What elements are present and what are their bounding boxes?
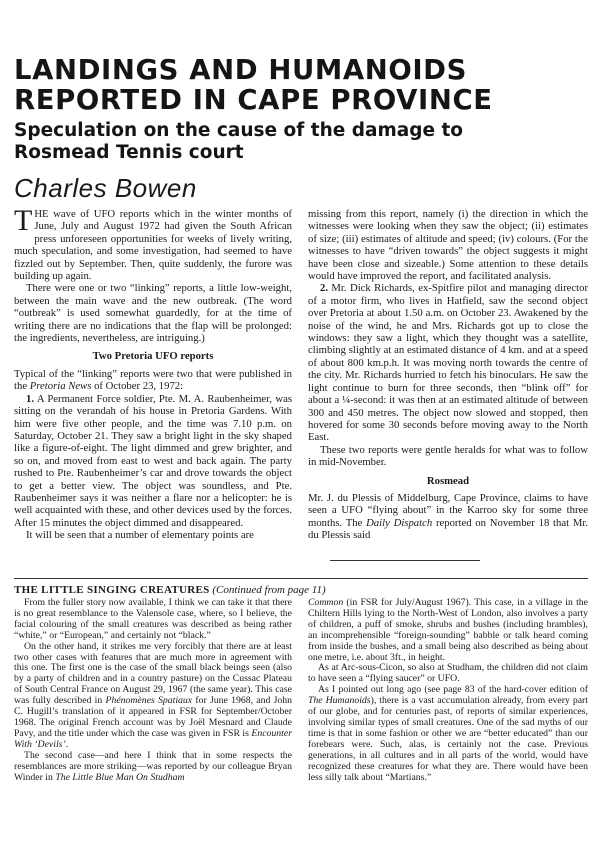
continuation-paragraph-2: On the other hand, it strikes me very forcibly that there are at least two other cases with features that are much more in agreement with this one. The first one is the case of the small black beings seen (also by a party of children and in a country pasture) on the Cussac Plateau of South Central France on August 29, 1967 (the same year). This case was fully described in Phénomènes Spatiaux for June 1968, and John C. Hugill’s translation of it appeared in FSR for September/October 1968. The original French account was by Joël Mesnard and Claude Pavy, and the title under which the case was given in FSR is Encounter With ‘Devils’. <box>14 640 292 750</box>
publication-name: Pretoria News <box>29 380 92 393</box>
article-subtitle <box>14 120 586 164</box>
continuation-paragraph-6: As I pointed out long ago (see page 83 of the hard-cover edition of The Humanoids), there is a vast accumulation already, from every part of our globe, and for centuries past, of reports of similar experiences, involving similar types of small creatures. One of the sad myths of our time is that in some fashion or other we are “better educated” than our forebears were. Such, alas, is certainly not the case. Previous generations, in all cultures and in all parts of the world, would have recognized these creatures for what they are. There would have been less silly talk about “Martians.” <box>308 684 588 783</box>
article-column-left <box>14 204 292 542</box>
continuation-title: THE LITTLE SINGING CREATURES <box>14 584 210 596</box>
section-heading-pretoria: Two Pretoria UFO reports <box>92 350 214 363</box>
section-divider <box>14 578 588 579</box>
paragraph-report-1: 1. A Permanent Force soldier, Pte. M. A. Raubenheimer, was sitting on the verandah of his house in Pretoria Gardens. With him were five other people, and the time was 7.10 p.m. on Saturday, October 21. They saw a bright light in the sky shaped like a figure-of-eight. The light dimmed and grew brighter, and so on, and moved from east to west and back again. The party rushed to Pte. Raubenheimer’s car and drove towards the object to get a better view. The object was soundless, and Pte. Raubenheimer says it was neither a flare nor a helicopter: he is well acquainted with these, and other devices used by the forces. After 15 minutes the object dimmed and disappeared. <box>14 392 292 529</box>
subtitle-line-2: Rosmead Tennis court <box>14 142 244 163</box>
paragraph-du-plessis: Mr. J. du Plessis of Middelburg, Cape Province, claims to have seen a UFO “flying about” in the Karroo sky for some three months. The Daily Dispatch reported on November 18 that Mr. du Plessis said <box>308 491 588 542</box>
paragraph-missing: missing from this report, namely (i) the direction in which the witnesses were looking when they saw the object; (ii) estimates of size; (iii) estimates of altitude and speed; (iv) colours. (For the witnesses to have “driven towards” the object suggests it might have been close and sizeable.) Some attention to these details would have improved the report, and facilitated analysis. <box>308 208 588 283</box>
newspaper-name: Daily Dispatch <box>366 516 433 529</box>
drop-cap: T <box>14 204 33 237</box>
article-title <box>14 55 586 115</box>
continuation-note: (Continued from page 11) <box>212 584 326 596</box>
paragraph-heralds: These two reports were gentle heralds for what was to follow in mid-November. <box>308 443 588 469</box>
continuation-column-right <box>308 598 588 783</box>
paragraph-linking: There were one or two “linking” reports, a little low-weight, between the main wave and the new outbreak. (The word “outbreak” is used somewhat guardedly, for at the time of writing there are no indications that the flap will be prolonged: the ingredients, nevertheless, are intriguing.) <box>14 282 292 345</box>
continuation-paragraph-3: The second case—and here I think that in some respects the resemblances are more striking—was reported by our colleague Bryan Winder in The Little Blue Man On Studham <box>14 749 292 783</box>
article-column-right <box>308 208 588 542</box>
author-byline: Charles Bowen <box>14 173 197 203</box>
paragraph-elementary: It will be seen that a number of elementary points are <box>26 529 254 542</box>
title-line-1: LANDINGS AND HUMANOIDS <box>14 54 467 86</box>
paragraph-typical: Typical of the “linking” reports were two that were published in the Pretoria News of October 23, 1972: <box>14 367 292 393</box>
continuation-paragraph-1: From the fuller story now available, I think we can take it that there is no great resemblance to the Valensole case, where, so I believe, the facial colouring of the small creatures was described as being rather “white,” or “European,” and certainly not “black.” <box>14 597 292 641</box>
continuation-paragraph-5: As at Arc-sous-Cicon, so also at Studham, the children did not claim to have seen a “flying saucer” or UFO. <box>308 662 588 685</box>
continuation-heading <box>14 584 588 597</box>
column-divider-short <box>330 560 480 561</box>
subtitle-line-1: Speculation on the cause of the damage to <box>14 120 463 141</box>
paragraph-intro: THE wave of UFO reports which in the winter months of June, July and August 1972 had given the South African press unforeseen opportunities for weeks of lively writing, much speculation, and some investigation, had seemed to have fizzled out by September. Then, quite suddenly, the furore was building up again. <box>14 204 292 283</box>
continuation-column-left <box>14 598 292 783</box>
section-heading-rosmead: Rosmead <box>426 474 470 487</box>
paragraph-report-2: 2. Mr. Dick Richards, ex-Spitfire pilot and managing director of a motor firm, who lives in Hatfield, saw the second object over Pretoria at about 1.50 a.m. on October 23. Awakened by the noise of the wind, he and Mrs. Richards got up to close the windows: they saw a light, which they thought was a satellite, climbing slightly at an estimated distance of 4 km. and at a speed of about 800 km.p.h. It was moving north towards the centre of the city. Mr. Richards hurried to fetch his binoculars. He saw the light continue to burn for three seconds, then “blink off” for about a ¼-second: it was then at an estimated altitude of between 300 and 450 metres. The object now slowed and stopped, then hovered for some 30 seconds before moving away to the North East. <box>308 282 588 444</box>
continuation-paragraph-4: Common (in FSR for July/August 1967). This case, in a village in the Chiltern Hills lying to the North-West of London, also involves a party of children, a puff of smoke, shrubs and bushes (including brambles), an incomprehensible “foreign-sounding” babble or talk heard coming from inside the bushes, and a small being also described as being about one metre, i.e. about 3ft., in height. <box>308 597 588 663</box>
title-line-2: REPORTED IN CAPE PROVINCE <box>14 84 493 116</box>
